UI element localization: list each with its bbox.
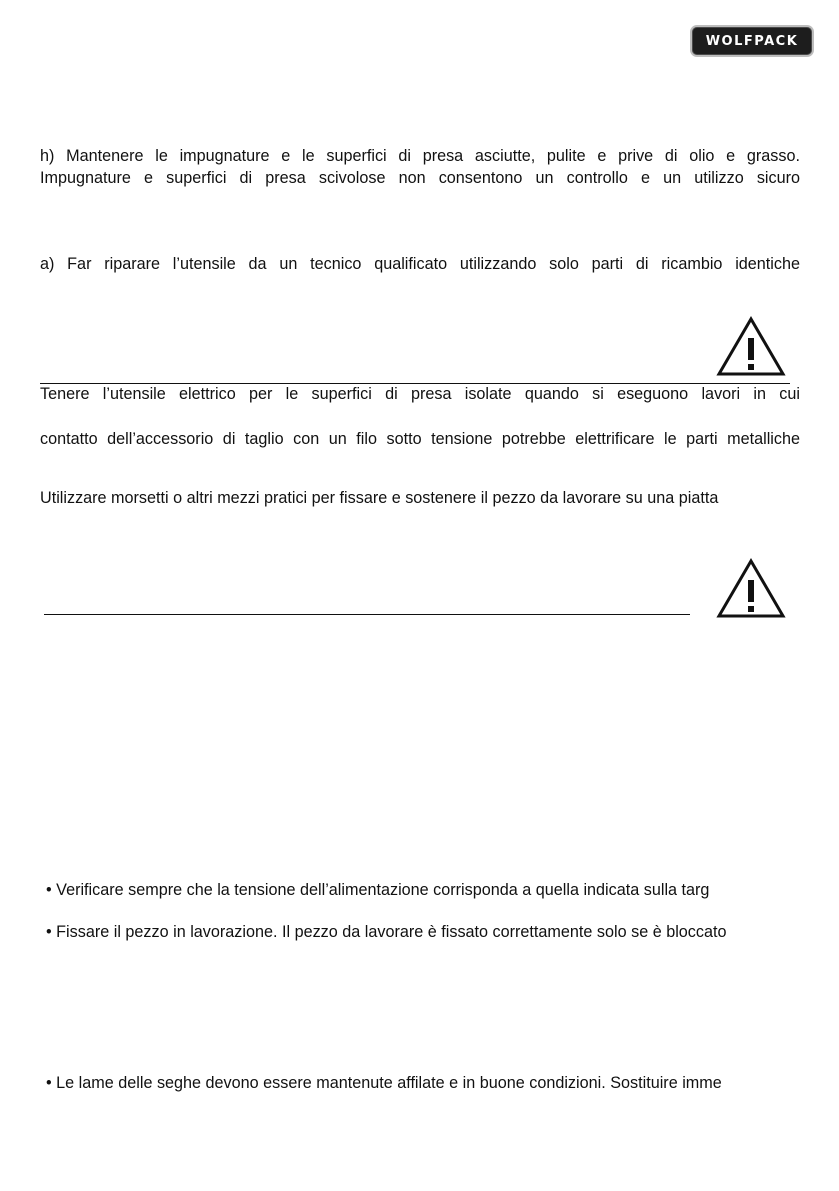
- bullet-item: • Le lame delle seghe devono essere mantenute affilate e in buone condizioni. Sostituire imme: [46, 1074, 722, 1092]
- warning-1-line-1: Tenere l’utensile elettrico per le superfici di presa isolate quando si eseguono lavori in cui: [40, 385, 800, 403]
- bullet-item: • Verificare sempre che la tensione dell’alimentazione corrisponda a quella indicata sulla targ: [46, 881, 710, 899]
- warning-triangle-icon: [716, 558, 786, 620]
- warning-1-line-2: contatto dell’accessorio di taglio con un filo sotto tensione potrebbe elettrificare le parti metalliche: [40, 430, 800, 448]
- warning-triangle-icon: [716, 316, 786, 378]
- section-h-line-1: h) Mantenere le impugnature e le superfici di presa asciutte, pulite e prive di olio e grasso.: [40, 147, 800, 165]
- warning-1-line-3: Utilizzare morsetti o altri mezzi pratici per fissare e sostenere il pezzo da lavorare su una piatta: [40, 489, 719, 507]
- bullet-item: • Fissare il pezzo in lavorazione. Il pezzo da lavorare è fissato correttamente solo se è bloccato: [46, 923, 727, 941]
- brand-logo-text: WOLFPACK: [705, 33, 799, 49]
- section-a-line-1: a) Far riparare l’utensile da un tecnico qualificato utilizzando solo parti di ricambio identiche: [40, 255, 800, 273]
- brand-logo: [690, 25, 814, 57]
- section-h-line-2: Impugnature e superfici di presa scivolose non consentono un controllo e un utilizzo sicuro: [40, 169, 800, 187]
- warning-2-rule: [44, 614, 690, 615]
